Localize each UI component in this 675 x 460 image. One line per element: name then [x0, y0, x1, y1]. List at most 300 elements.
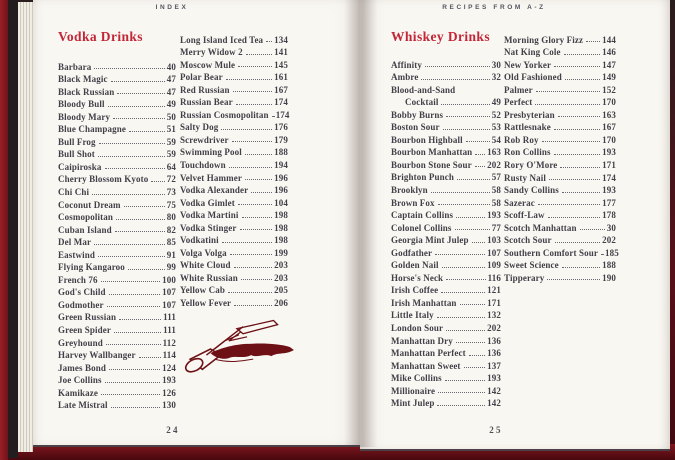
- entry-name: Russian Cosmopolitan: [180, 109, 269, 120]
- index-entry: [180, 32, 288, 45]
- index-entry: [180, 95, 288, 108]
- dot-leader: [238, 66, 272, 67]
- entry-name: Black Russian: [58, 86, 115, 97]
- dot-leader: [221, 129, 272, 130]
- entry-page-number: 51: [166, 124, 176, 135]
- index-entry: [58, 159, 176, 172]
- dot-leader: [92, 194, 165, 195]
- index-entry: [504, 170, 616, 183]
- entry-page-number: 193: [602, 185, 616, 196]
- index-entry: [504, 57, 616, 70]
- entry-name: Brooklyn: [391, 185, 428, 196]
- index-entry: [504, 183, 616, 196]
- index-entry: [391, 95, 501, 108]
- dot-leader: [234, 267, 273, 268]
- index-entry: [58, 197, 176, 210]
- entry-name: Rob Roy: [504, 134, 539, 145]
- entry-name: Barbara: [58, 61, 92, 72]
- dot-leader: [466, 141, 490, 142]
- entry-name: Brighton Punch: [391, 172, 454, 183]
- dot-leader: [266, 41, 272, 42]
- dot-leader: [421, 79, 489, 80]
- dot-leader: [548, 217, 601, 218]
- entry-page-number: 194: [274, 160, 288, 171]
- index-entry: [58, 272, 176, 285]
- index-entry: [504, 107, 616, 120]
- dot-leader: [245, 179, 272, 180]
- dot-leader: [425, 66, 490, 67]
- index-entry: [504, 82, 616, 95]
- entry-page-number: 193: [487, 373, 501, 384]
- index-entry: [180, 283, 288, 296]
- entry-page-number: 198: [274, 222, 288, 233]
- entry-page-number: 49: [491, 97, 501, 108]
- entry-page-number: 152: [602, 84, 616, 95]
- entry-name: New Yorker: [504, 59, 552, 70]
- entry-name: Affinity: [391, 59, 422, 70]
- entry-page-number: 109: [487, 260, 501, 271]
- dot-leader: [98, 156, 165, 157]
- entry-name: Irish Coffee: [391, 285, 439, 296]
- entry-name: Godfather: [391, 247, 433, 258]
- entry-name: Bourbon Stone Sour: [391, 159, 472, 170]
- dot-leader: [119, 319, 161, 320]
- dot-leader: [94, 68, 164, 69]
- entry-name: Cherry Blossom Kyoto: [58, 174, 149, 185]
- index-entry: [391, 383, 501, 396]
- dot-leader: [455, 229, 490, 230]
- entry-name: Scotch Manhattan: [504, 222, 577, 233]
- entry-name: Del Mar: [58, 237, 92, 248]
- dot-leader: [236, 104, 272, 105]
- entry-page-number: 100: [162, 274, 176, 285]
- dot-leader: [251, 192, 272, 193]
- dot-leader: [442, 267, 486, 268]
- entry-page-number: 198: [274, 210, 288, 221]
- entry-page-number: 190: [602, 272, 616, 283]
- dot-leader: [129, 131, 165, 132]
- dot-leader: [538, 204, 600, 205]
- entry-name: Rory O'More: [504, 160, 558, 171]
- index-entry: [504, 120, 616, 133]
- entry-page-number: 203: [274, 272, 288, 283]
- entry-page-number: 107: [162, 287, 176, 298]
- dot-leader: [438, 392, 485, 393]
- entry-name: Salty Dog: [180, 122, 219, 133]
- entry-name: Colonel Collins: [391, 222, 452, 233]
- dot-leader: [245, 154, 272, 155]
- entry-page-number: 198: [274, 235, 288, 246]
- index-entry: [391, 233, 501, 246]
- dot-leader: [580, 229, 605, 230]
- entry-page-number: 112: [162, 337, 176, 348]
- dot-leader: [242, 217, 273, 218]
- entry-page-number: 185: [605, 247, 619, 258]
- dot-leader: [562, 192, 600, 193]
- index-entry: [180, 208, 288, 221]
- index-entry: [504, 70, 616, 83]
- section-heading-vodka-drinks: Vodka Drinks: [58, 29, 143, 44]
- dot-leader: [564, 54, 601, 55]
- index-entry: [180, 233, 288, 246]
- dot-leader: [469, 355, 485, 356]
- index-entry: [504, 145, 616, 158]
- dot-leader: [230, 254, 272, 255]
- index-entry: [391, 120, 501, 133]
- entry-name: Yellow Cab: [180, 285, 225, 296]
- entry-name: Harvey Wallbanger: [58, 350, 136, 361]
- entry-page-number: 167: [602, 122, 616, 133]
- entry-name: White Cloud: [180, 260, 231, 271]
- entry-page-number: 142: [487, 398, 501, 409]
- entry-page-number: 58: [491, 197, 501, 208]
- entry-name: Joe Collins: [58, 375, 102, 386]
- index-entry: [504, 32, 616, 45]
- dot-leader: [99, 143, 165, 144]
- index-entry: [58, 297, 176, 310]
- entry-page-number: 80: [166, 212, 176, 223]
- index-entry: [180, 183, 288, 196]
- entry-page-number: 193: [602, 147, 616, 158]
- entry-name: Bloody Bull: [58, 99, 105, 110]
- entry-page-number: 47: [166, 74, 176, 85]
- entry-name: Sazerac: [504, 197, 535, 208]
- dot-leader: [549, 179, 600, 180]
- entry-name: Palmer: [504, 84, 533, 95]
- entry-page-number: 57: [491, 172, 501, 183]
- index-entry: [58, 122, 176, 135]
- entry-name: Moscow Mule: [180, 59, 236, 70]
- dot-leader: [586, 41, 600, 42]
- dot-leader: [107, 306, 161, 307]
- entry-page-number: 30: [606, 222, 616, 233]
- entry-name: London Sour: [391, 323, 444, 334]
- index-entry: [180, 245, 288, 258]
- entry-name: Vodkatini: [180, 235, 219, 246]
- entry-page-number: 205: [274, 285, 288, 296]
- entry-name: Ambre: [391, 72, 419, 83]
- entry-name: Flying Kangaroo: [58, 262, 125, 273]
- entry-page-number: 171: [602, 160, 616, 171]
- index-entry: [58, 247, 176, 260]
- index-entry: [58, 335, 176, 348]
- entry-name: Mint Julep: [391, 398, 435, 409]
- book-cover-left-edge: [0, 0, 8, 460]
- entry-page-number: 107: [162, 299, 176, 310]
- index-entry: [391, 195, 501, 208]
- dot-leader: [441, 104, 489, 105]
- entry-name: Ron Collins: [504, 147, 551, 158]
- dot-leader: [222, 242, 272, 243]
- index-entry: [58, 97, 176, 110]
- entry-name: Bourbon Highball: [391, 134, 463, 145]
- entry-page-number: 193: [487, 210, 501, 221]
- index-entry: [391, 295, 501, 308]
- entry-name: Millionaire: [391, 385, 436, 396]
- dot-leader: [435, 254, 485, 255]
- entry-page-number: 53: [491, 122, 501, 133]
- index-entry: [391, 371, 501, 384]
- dot-leader: [446, 330, 485, 331]
- entry-page-number: 188: [602, 260, 616, 271]
- dot-leader: [226, 79, 272, 80]
- entry-page-number: 141: [274, 47, 288, 58]
- index-entry: [58, 322, 176, 335]
- entry-page-number: 104: [274, 197, 288, 208]
- index-entry: [504, 220, 616, 233]
- entry-page-number: 114: [162, 350, 176, 361]
- entry-name: James Bond: [58, 362, 106, 373]
- entry-page-number: 82: [166, 224, 176, 235]
- entry-page-number: 188: [274, 147, 288, 158]
- index-entry: [504, 95, 616, 108]
- dot-leader: [101, 281, 160, 282]
- entry-page-number: 202: [487, 323, 501, 334]
- index-entry: [504, 270, 616, 283]
- dot-leader: [98, 256, 165, 257]
- index-entry: [391, 82, 501, 95]
- dot-leader: [124, 206, 165, 207]
- index-entry: [58, 260, 176, 273]
- entry-name: Merry Widow 2: [180, 47, 243, 58]
- dot-leader: [431, 192, 490, 193]
- dot-leader: [437, 405, 485, 406]
- entry-name: Tipperary: [504, 272, 545, 283]
- dot-leader: [109, 294, 161, 295]
- dot-leader: [233, 91, 273, 92]
- entry-page-number: 47: [166, 86, 176, 97]
- entry-name: Red Russian: [180, 84, 230, 95]
- dot-leader: [547, 279, 600, 280]
- index-entry: [180, 45, 288, 58]
- entry-page-number: 137: [487, 360, 501, 371]
- entry-page-number: 50: [166, 111, 176, 122]
- entry-page-number: 136: [487, 348, 501, 359]
- index-entry: [58, 398, 176, 411]
- dot-leader: [457, 179, 490, 180]
- entry-page-number: 163: [602, 109, 616, 120]
- entry-name: Vodka Gimlet: [180, 197, 235, 208]
- dot-leader: [105, 168, 165, 169]
- entry-name: Chi Chi: [58, 187, 90, 198]
- dot-leader: [438, 204, 490, 205]
- dot-leader: [565, 79, 600, 80]
- entry-page-number: 121: [487, 285, 501, 296]
- index-entry: [58, 172, 176, 185]
- dot-leader: [443, 129, 490, 130]
- entry-page-number: 132: [487, 310, 501, 321]
- page-gutter-shadow: [344, 0, 378, 447]
- entry-name: Vodka Martini: [180, 210, 239, 221]
- entry-name: Vodka Alexander: [180, 185, 249, 196]
- entry-name: Yellow Fever: [180, 298, 232, 309]
- index-entry: [58, 72, 176, 85]
- entry-name: Godmother: [58, 299, 104, 310]
- index-entry: [180, 295, 288, 308]
- entry-page-number: 144: [602, 34, 616, 45]
- entry-name: Golden Nail: [391, 260, 439, 271]
- dot-leader: [446, 116, 490, 117]
- dot-leader: [241, 279, 272, 280]
- index-entry: [391, 107, 501, 120]
- index-entry: [391, 57, 501, 70]
- index-entry: [180, 57, 288, 70]
- index-entry: [180, 145, 288, 158]
- entry-page-number: 174: [274, 97, 288, 108]
- index-entry: [58, 184, 176, 197]
- index-entry: [180, 270, 288, 283]
- index-entry: [180, 132, 288, 145]
- entry-name: Bourbon Manhattan: [391, 147, 473, 158]
- index-entry: [58, 134, 176, 147]
- entry-page-number: 103: [487, 235, 501, 246]
- entry-name: Coconut Dream: [58, 199, 121, 210]
- entry-name: Late Mistral: [58, 400, 108, 411]
- entry-name: Old Fashioned: [504, 72, 562, 83]
- entry-name: Blood-and-Sand: [391, 84, 456, 95]
- entry-name: Bloody Mary: [58, 111, 111, 122]
- page-stack-edge: [18, 2, 33, 452]
- entry-page-number: 59: [166, 149, 176, 160]
- entry-page-number: 170: [602, 134, 616, 145]
- dot-leader: [562, 267, 600, 268]
- entry-page-number: 163: [487, 147, 501, 158]
- entry-page-number: 91: [166, 249, 176, 260]
- dot-leader: [106, 344, 161, 345]
- entry-page-number: 64: [166, 161, 176, 172]
- index-entry: [58, 360, 176, 373]
- entry-name: Sweet Science: [504, 260, 559, 271]
- entry-page-number: 167: [274, 84, 288, 95]
- entry-page-number: 147: [602, 59, 616, 70]
- entry-name: Southern Comfort Sour: [504, 247, 599, 258]
- entry-name: God's Child: [58, 287, 106, 298]
- index-entry: [391, 283, 501, 296]
- dot-leader: [554, 154, 601, 155]
- entry-page-number: 196: [274, 172, 288, 183]
- index-entry: [58, 147, 176, 160]
- entry-name: Polar Bear: [180, 72, 223, 83]
- entry-page-number: 145: [274, 59, 288, 70]
- entry-name: Scotch Sour: [504, 235, 552, 246]
- entry-page-number: 130: [162, 400, 176, 411]
- index-entry: [504, 132, 616, 145]
- dot-leader: [601, 254, 603, 255]
- index-entry: [58, 222, 176, 235]
- entry-page-number: 136: [487, 335, 501, 346]
- entry-page-number: 116: [487, 272, 501, 283]
- entry-name: Captain Collins: [391, 210, 454, 221]
- index-entry: [391, 258, 501, 271]
- entry-page-number: 142: [487, 385, 501, 396]
- entry-name: Sandy Collins: [504, 185, 559, 196]
- index-entry: [58, 235, 176, 248]
- index-entry: [504, 195, 616, 208]
- dot-leader: [446, 279, 485, 280]
- index-entry: [504, 258, 616, 271]
- entry-page-number: 99: [166, 262, 176, 273]
- section-heading-whiskey-drinks: Whiskey Drinks: [391, 29, 490, 44]
- index-entry: [391, 208, 501, 221]
- dot-leader: [472, 242, 485, 243]
- entry-page-number: 196: [274, 185, 288, 196]
- dot-leader: [105, 382, 161, 383]
- index-entry: [504, 208, 616, 221]
- index-entry: [58, 310, 176, 323]
- entry-name: Long Island Iced Tea: [180, 34, 264, 45]
- dot-leader: [139, 357, 161, 358]
- dot-leader: [475, 166, 485, 167]
- index-entry: [504, 157, 616, 170]
- dot-leader: [272, 116, 274, 117]
- dot-leader: [475, 154, 485, 155]
- entry-page-number: 178: [602, 210, 616, 221]
- entry-page-number: 59: [166, 136, 176, 147]
- index-entry: [391, 320, 501, 333]
- entry-name: Caipiroska: [58, 161, 102, 172]
- entry-name: Bull Frog: [58, 136, 96, 147]
- index-entry: [180, 170, 288, 183]
- dot-leader: [535, 104, 600, 105]
- entry-name: Scoff-Law: [504, 210, 545, 221]
- index-entry: [391, 145, 501, 158]
- entry-name: Cosmopolitan: [58, 212, 113, 223]
- dot-leader: [94, 244, 165, 245]
- index-entry: [58, 285, 176, 298]
- entry-page-number: 193: [162, 375, 176, 386]
- entry-name: Boston Sour: [391, 122, 440, 133]
- dot-leader: [232, 141, 272, 142]
- index-entry: [180, 107, 288, 120]
- index-entry: [58, 373, 176, 386]
- entry-name: Perfect: [504, 97, 533, 108]
- entry-page-number: 32: [491, 72, 501, 83]
- dot-leader: [111, 81, 165, 82]
- running-head-left: INDEX: [155, 4, 189, 11]
- entry-name: Vodka Stinger: [180, 222, 237, 233]
- dot-leader: [109, 369, 160, 370]
- entry-name: Presbyterian: [504, 109, 555, 120]
- index-entry: [504, 45, 616, 58]
- entry-name: Screwdriver: [180, 134, 229, 145]
- entry-page-number: 111: [163, 312, 176, 323]
- index-column-whiskey-1: [391, 57, 501, 408]
- entry-name: Irish Manhattan: [391, 297, 457, 308]
- entry-page-number: 177: [602, 197, 616, 208]
- index-entry: [180, 258, 288, 271]
- entry-page-number: 72: [166, 174, 176, 185]
- index-entry: [391, 245, 501, 258]
- cork-airplane-illustration: [180, 318, 302, 380]
- index-entry: [58, 210, 176, 223]
- book-board-edge: [8, 0, 18, 458]
- entry-name: Greyhound: [58, 337, 103, 348]
- entry-page-number: 176: [274, 122, 288, 133]
- entry-page-number: 111: [163, 325, 176, 336]
- index-entry: [180, 120, 288, 133]
- entry-name: Kamikaze: [58, 387, 98, 398]
- dot-leader: [456, 217, 485, 218]
- page-number-right: 25: [489, 425, 503, 435]
- entry-name: Bobby Burns: [391, 109, 444, 120]
- entry-page-number: 174: [275, 109, 290, 120]
- index-entry: [58, 59, 176, 72]
- entry-name: Cocktail: [405, 97, 439, 108]
- dot-leader: [111, 407, 160, 408]
- dot-leader: [456, 342, 485, 343]
- dot-leader: [114, 332, 161, 333]
- entry-page-number: 124: [162, 362, 176, 373]
